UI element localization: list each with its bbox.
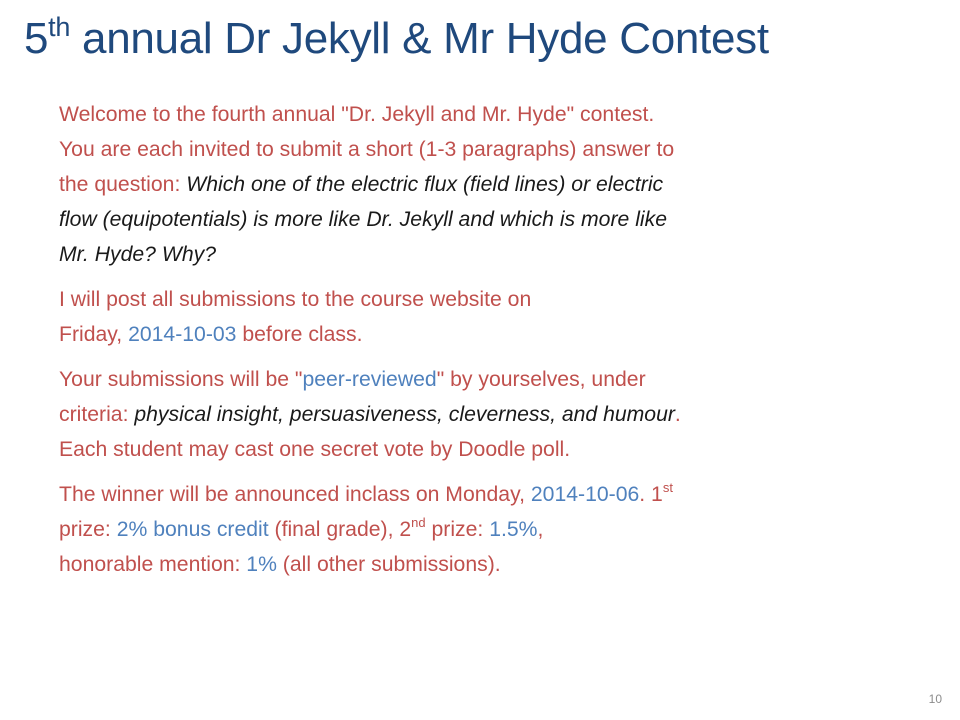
criteria-period: . [674,403,681,426]
paragraph-review [59,362,919,467]
title-ordinal-suffix: th [48,12,71,42]
second-prize-comma: , [537,518,544,541]
title-text: annual Dr Jekyll & Mr Hyde Contest [70,14,769,63]
paragraph-welcome [59,97,919,272]
prizes-line-3 [59,553,501,576]
first-prize-num: . 1 [639,483,663,506]
welcome-line-2: You are each invited to submit a short (1-3 paragraphs) answer to [59,138,675,161]
winner-date: 2014-10-06 [530,483,640,506]
welcome-line-1: Welcome to the fourth annual "Dr. Jekyll and Mr. Hyde" contest. [59,103,655,126]
review-line-3: Each student may cast one secret vote by Doodle poll. [59,438,571,461]
criteria-lead: criteria: [59,403,135,426]
honorable-value: 1% [246,553,277,576]
criteria-list: physical insight, persuasiveness, cleverness, and humour [134,403,675,426]
posting-tail: before class. [236,323,363,346]
review-lead: Your submissions will be " [59,368,303,391]
second-prize-lead: prize: [425,518,490,541]
first-prize-value: 2% bonus credit [116,518,269,541]
honorable-lead: honorable mention: [59,553,247,576]
prize-lead: prize: [59,518,117,541]
question-text-2: flow (equipotentials) is more like Dr. Jekyll and which is more like [59,208,667,231]
title-number: 5 [24,14,49,63]
honorable-tail: (all other submissions). [276,553,501,576]
question-text-1: Which one of the electric flux (field lines) or electric [186,173,664,196]
posting-day: Friday, [59,323,129,346]
page-number: 10 [928,692,942,706]
prizes-line-2 [59,515,544,541]
second-ordinal-suffix: nd [411,515,426,530]
posting-line-2 [59,323,362,346]
question-text-3: Mr. Hyde? Why? [59,243,216,266]
slide-title [24,14,769,64]
second-prize-value: 1.5% [489,518,538,541]
review-line-1 [59,368,646,391]
first-ordinal-suffix: st [662,480,673,495]
review-tail: " by yourselves, under [436,368,646,391]
slide-body [59,97,919,592]
paragraph-prizes [59,477,919,582]
posting-date: 2014-10-03 [128,323,237,346]
question-lead: the question: [59,173,187,196]
final-grade-text: (final grade), 2 [268,518,412,541]
review-line-2 [59,403,681,426]
winner-lead: The winner will be announced inclass on Monday, [59,483,531,506]
posting-line-1: I will post all submissions to the course website on [59,288,532,311]
review-peer-reviewed: peer-reviewed [302,368,437,391]
paragraph-posting [59,282,919,352]
welcome-line-3 [59,173,663,196]
prizes-line-1 [59,480,673,506]
